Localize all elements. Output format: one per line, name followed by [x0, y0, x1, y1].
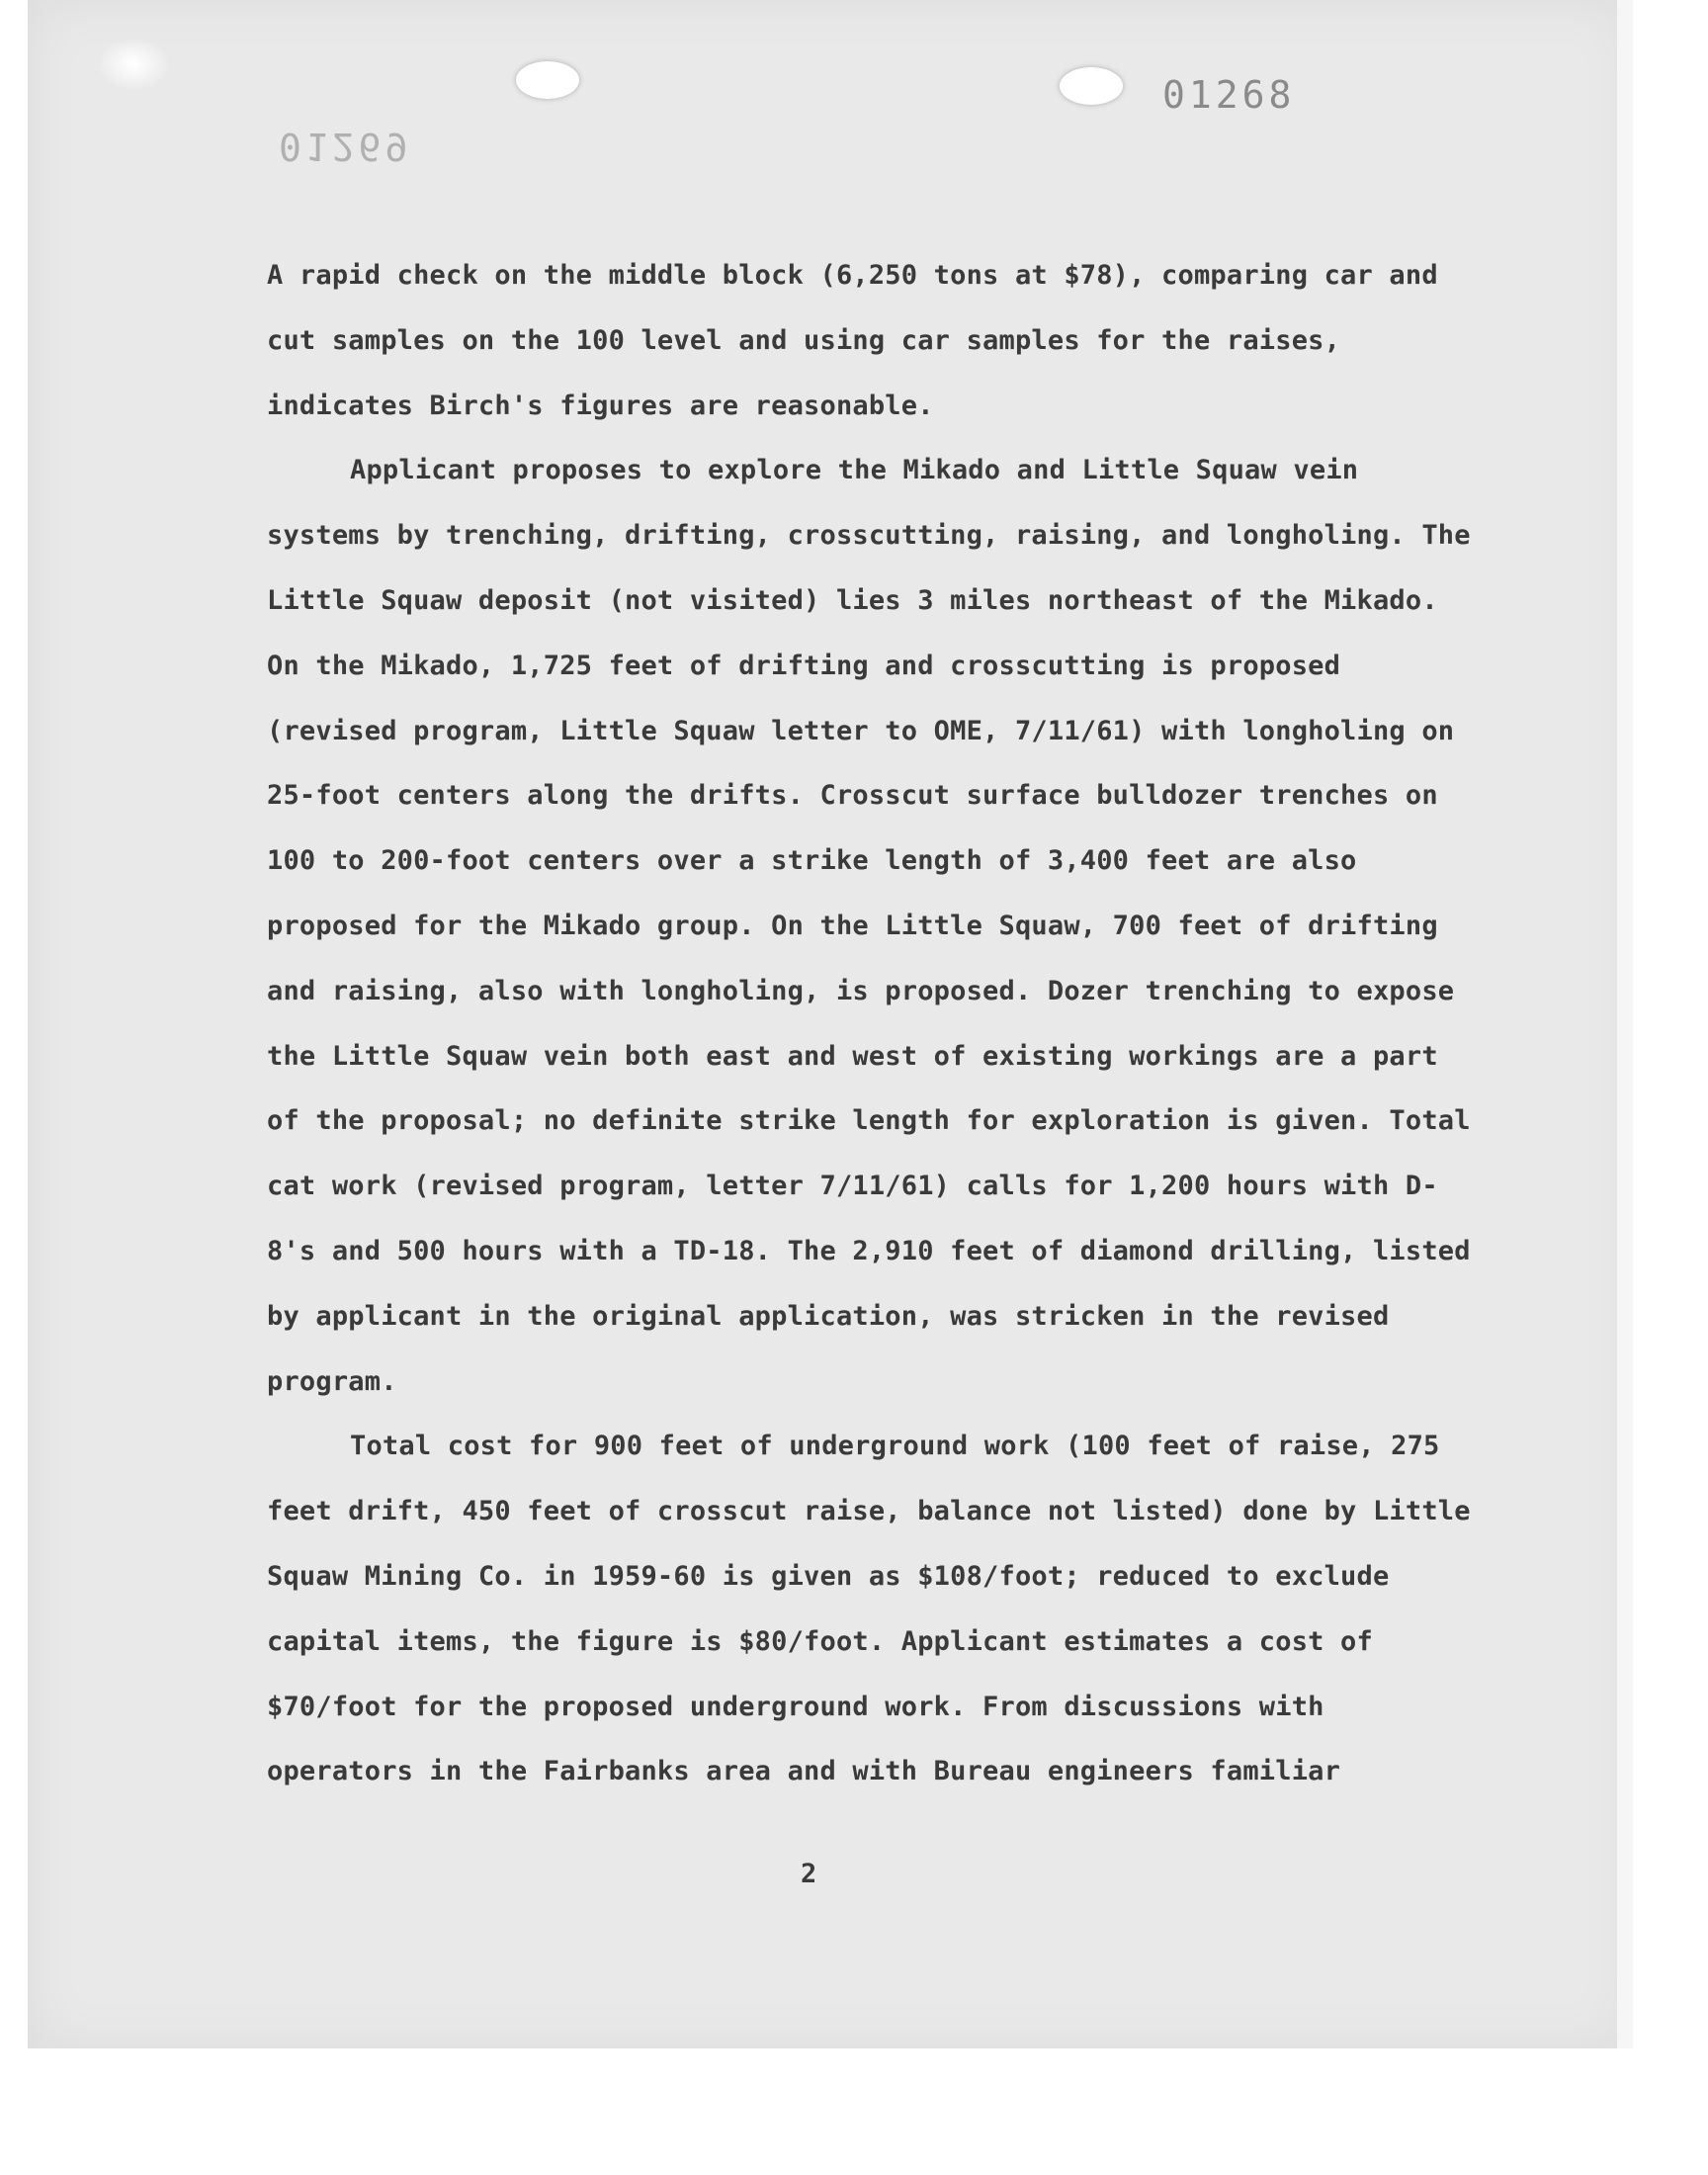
- document-body: [267, 243, 1483, 1804]
- bleed-through-document-number: 01269: [279, 125, 412, 168]
- page-number: 2: [801, 1859, 817, 1889]
- punch-hole: [1060, 67, 1123, 105]
- stamped-document-number: 01268: [1162, 73, 1296, 117]
- paragraph: Total cost for 900 feet of underground work (100 feet of raise, 275 feet drift, 450 feet of crosscut raise, balance not listed) done by Little Squaw Mining Co. in 1959-60 is given as $108/foot; reduced to exclude capital items, the figure is $80/foot. Applicant estimates a cost of $70/foot for the proposed underground work. From discussions with operators in the Fairbanks area and with Bureau engineers familiar: [267, 1431, 1471, 1787]
- punch-hole: [516, 61, 579, 99]
- page-edge: [1617, 0, 1633, 2048]
- document-page: [28, 0, 1633, 2048]
- paragraph: Applicant proposes to explore the Mikado and Little Squaw vein systems by trenching, drifting, crosscutting, raising, and longholing. The Little Squaw deposit (not visited) lies 3 miles northeast of the Mikado. On the Mikado, 1,725 feet of drifting and crosscutting is proposed (revised program, Little Squaw letter to OME, 7/11/61) with longholing on 25-foot centers along the drifts. Crosscut surface bulldozer trenches on 100 to 200-foot centers over a strike length of 3,400 feet are also proposed for the Mikado group. On the Little Squaw, 700 feet of drifting and raising, also with longholing, is proposed. Dozer trenching to expose the Little Squaw vein both east and west of existing workings are a part of the proposal; no definite strike length for exploration is given. Total cat work (revised program, letter 7/11/61) calls for 1,200 hours with D-8's and 500 hours with a TD-18. The 2,910 feet of diamond drilling, listed by applicant in the original application, was stricken in the revised program.: [267, 455, 1471, 1397]
- paper-damage-mark: [99, 40, 168, 89]
- paragraph: A rapid check on the middle block (6,250 tons at $78), comparing car and cut samples on the 100 level and using car samples for the raises, indicates Birch's figures are reasonable.: [267, 260, 1438, 421]
